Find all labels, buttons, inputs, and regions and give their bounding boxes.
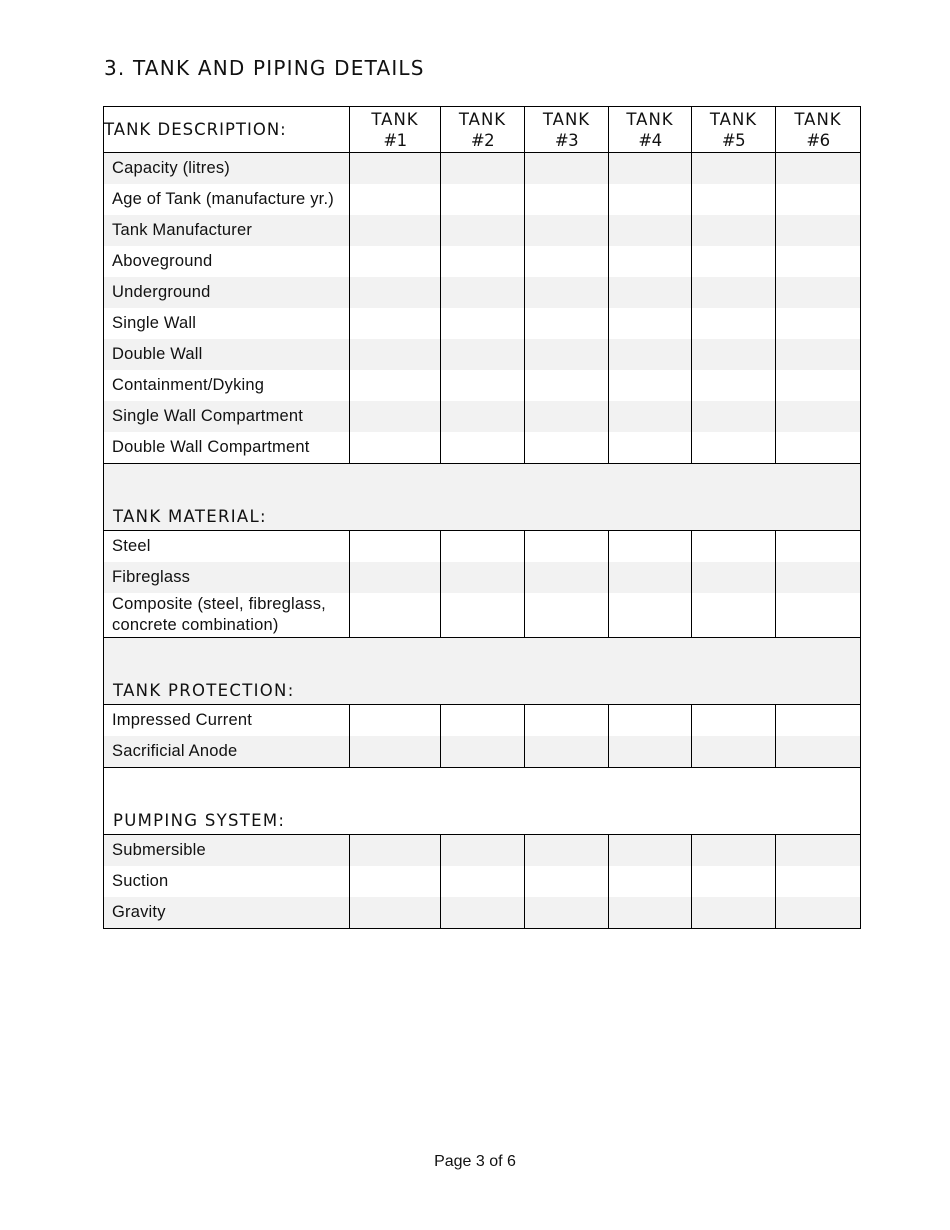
entry-cell[interactable] [609,736,692,768]
entry-cell[interactable] [692,593,776,638]
entry-cell[interactable] [441,705,525,737]
entry-cell[interactable] [525,153,609,185]
tank-header-label: TANK [542,109,591,129]
tank-4-header [609,107,692,153]
row-label: Double Wall [104,339,350,370]
entry-cell[interactable] [525,308,609,339]
entry-cell[interactable] [692,277,776,308]
entry-cell[interactable] [692,308,776,339]
tank-description-header: TANK DESCRIPTION: [104,107,350,153]
entry-cell[interactable] [609,308,692,339]
entry-cell[interactable] [692,370,776,401]
row-label: Tank Manufacturer [104,215,350,246]
entry-cell[interactable] [441,401,525,432]
entry-cell[interactable] [776,736,861,768]
tank-protection-section [104,638,861,705]
table-row [104,308,861,339]
tank-2-header [441,107,525,153]
entry-cell[interactable] [441,184,525,215]
entry-cell[interactable] [776,531,861,563]
entry-cell[interactable] [350,277,441,308]
entry-cell[interactable] [692,562,776,593]
entry-cell[interactable] [441,593,525,638]
table-row [104,866,861,897]
entry-cell[interactable] [441,339,525,370]
entry-cell[interactable] [609,401,692,432]
entry-cell[interactable] [350,531,441,563]
table-row [104,835,861,867]
entry-cell[interactable] [441,370,525,401]
entry-cell[interactable] [350,897,441,929]
entry-cell[interactable] [776,705,861,737]
table-row [104,215,861,246]
table-row [104,562,861,593]
entry-cell[interactable] [441,153,525,185]
entry-cell[interactable] [692,215,776,246]
entry-cell[interactable] [350,184,441,215]
entry-cell[interactable] [441,277,525,308]
entry-cell[interactable] [692,705,776,737]
row-label: Fibreglass [104,562,350,593]
entry-cell[interactable] [609,705,692,737]
entry-cell[interactable] [525,370,609,401]
entry-cell[interactable] [525,277,609,308]
entry-cell[interactable] [525,246,609,277]
tank-header-label: TANK [794,109,842,129]
entry-cell[interactable] [350,308,441,339]
entry-cell[interactable] [776,432,861,464]
entry-cell[interactable] [350,339,441,370]
entry-cell[interactable] [776,339,861,370]
entry-cell[interactable] [441,835,525,867]
entry-cell[interactable] [350,215,441,246]
entry-cell[interactable] [776,277,861,308]
row-label: Capacity (litres) [104,153,350,185]
entry-cell[interactable] [609,184,692,215]
entry-cell[interactable] [692,866,776,897]
tank-3-header [525,107,609,153]
composite-label-line2: concrete combination) [112,616,279,634]
entry-cell[interactable] [350,736,441,768]
tank-header-label: TANK [709,109,758,129]
entry-cell[interactable] [525,736,609,768]
entry-cell[interactable] [776,593,861,638]
table-row [104,184,861,215]
entry-cell[interactable] [609,835,692,867]
row-label: Single Wall [104,308,350,339]
tank-6-header [776,107,861,153]
row-label: Aboveground [104,246,350,277]
tank-protection-heading: TANK PROTECTION: [104,638,861,705]
pumping-system-heading: PUMPING SYSTEM: [104,768,861,835]
tank-header-label: TANK [626,109,674,129]
entry-cell[interactable] [609,531,692,563]
entry-cell[interactable] [525,897,609,929]
entry-cell[interactable] [441,531,525,563]
entry-cell[interactable] [776,866,861,897]
entry-cell[interactable] [525,215,609,246]
row-label: Underground [104,277,350,308]
row-label [104,593,350,638]
tank-material-section [104,464,861,531]
entry-cell[interactable] [525,562,609,593]
table-row [104,531,861,563]
pumping-system-section [104,768,861,835]
entry-cell[interactable] [350,246,441,277]
entry-cell[interactable] [776,215,861,246]
tank-5-header [692,107,776,153]
entry-cell[interactable] [441,562,525,593]
entry-cell[interactable] [609,277,692,308]
entry-cell[interactable] [350,835,441,867]
section-title: 3. TANK AND PIPING DETAILS [104,56,425,80]
tank-header-number: #5 [721,130,746,150]
entry-cell[interactable] [441,246,525,277]
tank-header-number: #6 [806,130,830,150]
entry-cell[interactable] [441,432,525,464]
tank-header-number: #3 [554,130,579,150]
row-label: Suction [104,866,350,897]
entry-cell[interactable] [609,339,692,370]
row-label: Steel [104,531,350,563]
entry-cell[interactable] [776,184,861,215]
table-row [104,736,861,768]
table-row [104,153,861,185]
table-row [104,370,861,401]
entry-cell[interactable] [525,593,609,638]
entry-cell[interactable] [692,531,776,563]
entry-cell[interactable] [776,401,861,432]
entry-cell[interactable] [692,246,776,277]
entry-cell[interactable] [609,866,692,897]
row-label: Impressed Current [104,705,350,737]
entry-cell[interactable] [350,153,441,185]
entry-cell[interactable] [776,562,861,593]
tank-header-number: #4 [638,130,662,150]
entry-cell[interactable] [350,401,441,432]
entry-cell[interactable] [609,215,692,246]
table-row [104,246,861,277]
entry-cell[interactable] [776,153,861,185]
entry-cell[interactable] [609,897,692,929]
tank-header-number: #2 [470,130,495,150]
entry-cell[interactable] [441,215,525,246]
entry-cell[interactable] [609,246,692,277]
entry-cell[interactable] [350,370,441,401]
entry-cell[interactable] [609,432,692,464]
table-row [104,897,861,929]
table-header-row [104,107,861,153]
entry-cell[interactable] [441,308,525,339]
tank-material-heading: TANK MATERIAL: [104,464,861,531]
entry-cell[interactable] [692,897,776,929]
row-label: Submersible [104,835,350,867]
entry-cell[interactable] [525,531,609,563]
entry-cell[interactable] [692,184,776,215]
tank-header-label: TANK [458,109,507,129]
row-label: Single Wall Compartment [104,401,350,432]
tank-header-number: #1 [383,130,407,150]
entry-cell[interactable] [525,339,609,370]
entry-cell[interactable] [525,401,609,432]
row-label: Age of Tank (manufacture yr.) [104,184,350,215]
page-number: Page 3 of 6 [434,1153,516,1170]
entry-cell[interactable] [692,432,776,464]
entry-cell[interactable] [692,736,776,768]
entry-cell[interactable] [441,736,525,768]
table-row [104,277,861,308]
entry-cell[interactable] [776,370,861,401]
table-row [104,593,861,638]
row-label: Containment/Dyking [104,370,350,401]
row-label: Gravity [104,897,350,929]
entry-cell[interactable] [609,593,692,638]
entry-cell[interactable] [525,432,609,464]
table-row [104,401,861,432]
composite-label-line1: Composite (steel, fibreglass, [112,595,326,613]
entry-cell[interactable] [609,153,692,185]
entry-cell[interactable] [350,866,441,897]
entry-cell[interactable] [609,562,692,593]
row-label: Sacrificial Anode [104,736,350,768]
entry-cell[interactable] [692,339,776,370]
entry-cell[interactable] [525,866,609,897]
table-row [104,705,861,737]
entry-cell[interactable] [692,153,776,185]
tank-1-header [350,107,441,153]
entry-cell[interactable] [776,308,861,339]
entry-cell[interactable] [350,432,441,464]
entry-cell[interactable] [692,835,776,867]
entry-cell[interactable] [609,370,692,401]
entry-cell[interactable] [776,835,861,867]
entry-cell[interactable] [525,705,609,737]
entry-cell[interactable] [350,593,441,638]
entry-cell[interactable] [350,705,441,737]
entry-cell[interactable] [776,246,861,277]
tank-header-label: TANK [371,109,419,129]
table-row [104,339,861,370]
entry-cell[interactable] [441,897,525,929]
entry-cell[interactable] [441,866,525,897]
row-label: Double Wall Compartment [104,432,350,464]
tank-details-table [103,106,861,929]
entry-cell[interactable] [776,897,861,929]
entry-cell[interactable] [525,184,609,215]
entry-cell[interactable] [525,835,609,867]
entry-cell[interactable] [692,401,776,432]
entry-cell[interactable] [350,562,441,593]
table-row [104,432,861,464]
